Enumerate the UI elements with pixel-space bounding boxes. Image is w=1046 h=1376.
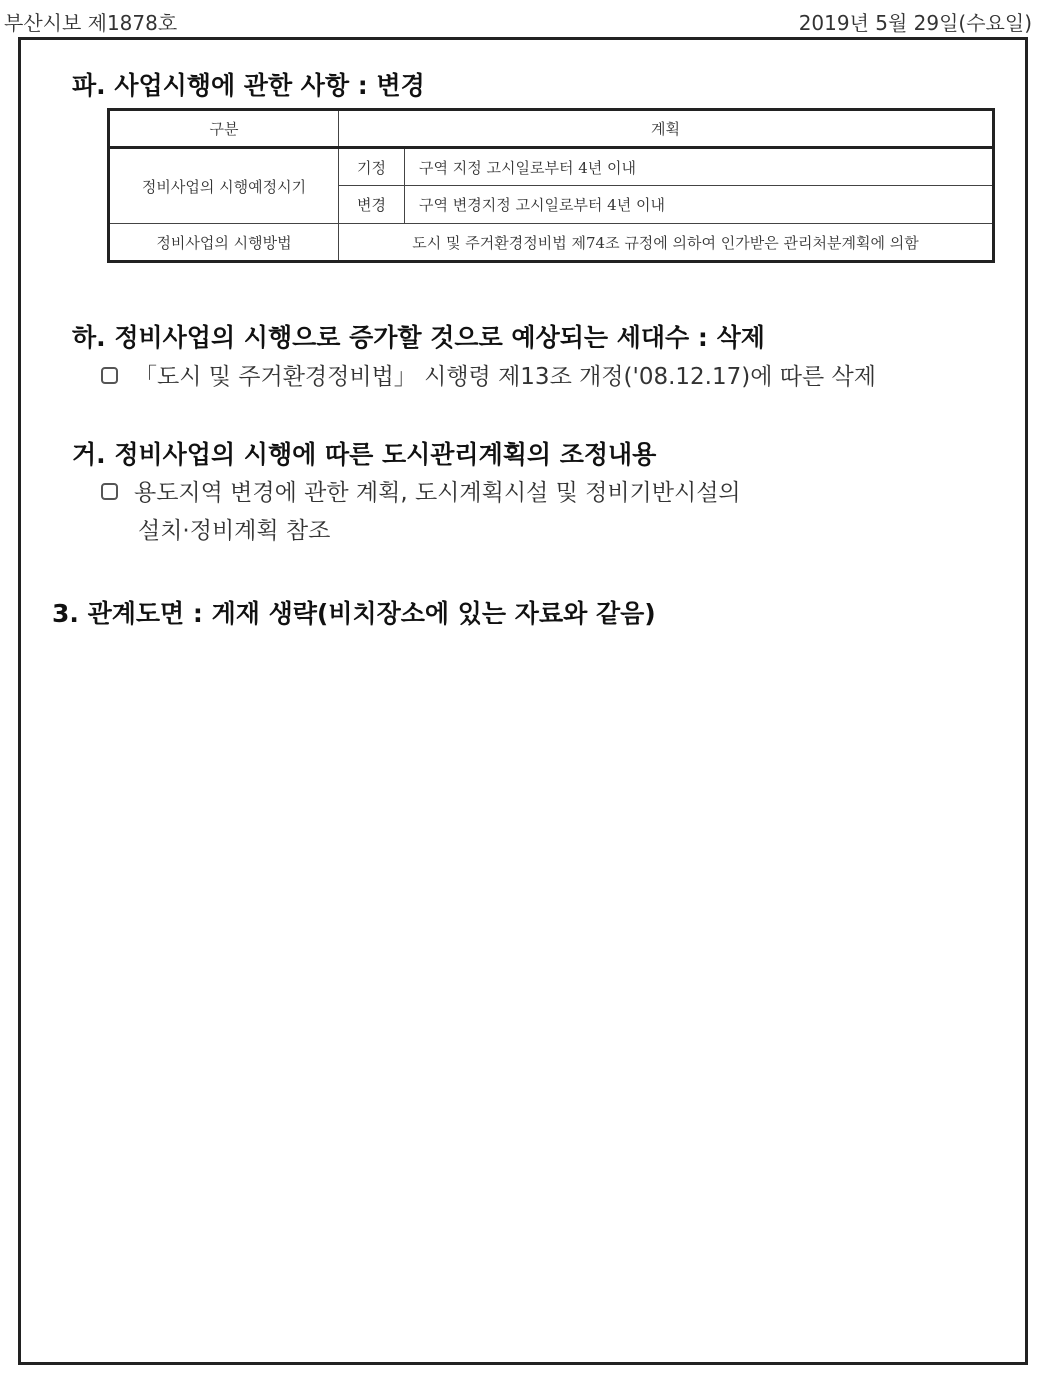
gazette-issue-label: 부산시보 제1878호 [4, 11, 178, 35]
checkbox-bullet-icon [101, 483, 118, 500]
section-title-pa: 파. 사업시행에 관한 사항 : 변경 [72, 71, 425, 100]
list-item [101, 474, 741, 507]
table-cell-text: 구역 변경지정 고시일로부터 4년 이내 [405, 186, 994, 224]
publication-date: 2019년 5월 29일(수요일) [798, 11, 1032, 35]
table-cell-sub: 기정 [339, 148, 405, 186]
page-header [0, 0, 1046, 36]
checkbox-bullet-icon [101, 367, 118, 384]
table-cell-text: 구역 지정 고시일로부터 4년 이내 [405, 148, 994, 186]
table-cell-text: 도시 및 주거환경정비법 제74조 규정에 의하여 인가받은 관리처분계획에 의함 [339, 224, 994, 262]
table-cell-label: 정비사업의 시행방법 [109, 224, 339, 262]
section-title-3: 3. 관계도면 : 게재 생략(비치장소에 있는 자료와 같음) [52, 599, 656, 628]
section-title-ha: 하. 정비사업의 시행으로 증가할 것으로 예상되는 세대수 : 삭제 [72, 323, 765, 352]
table-header-plan: 계획 [339, 110, 994, 148]
list-item-text: 용도지역 변경에 관한 계획, 도시계획시설 및 정비기반시설의 [134, 480, 741, 506]
project-implementation-table [107, 108, 995, 263]
table-header-category: 구분 [109, 110, 339, 148]
table-row [109, 148, 994, 186]
table-cell-sub: 변경 [339, 186, 405, 224]
list-item [101, 358, 876, 391]
table-cell-label: 정비사업의 시행예정시기 [109, 148, 339, 224]
table-header-row [109, 110, 994, 148]
list-item-text: 「도시 및 주거환경정비법」 시행령 제13조 개정('08.12.17)에 따른 삭제 [134, 364, 876, 390]
section-title-geo: 거. 정비사업의 시행에 따른 도시관리계획의 조정내용 [72, 440, 657, 469]
list-item-continuation: 설치·정비계획 참조 [138, 518, 331, 544]
table-row [109, 224, 994, 262]
